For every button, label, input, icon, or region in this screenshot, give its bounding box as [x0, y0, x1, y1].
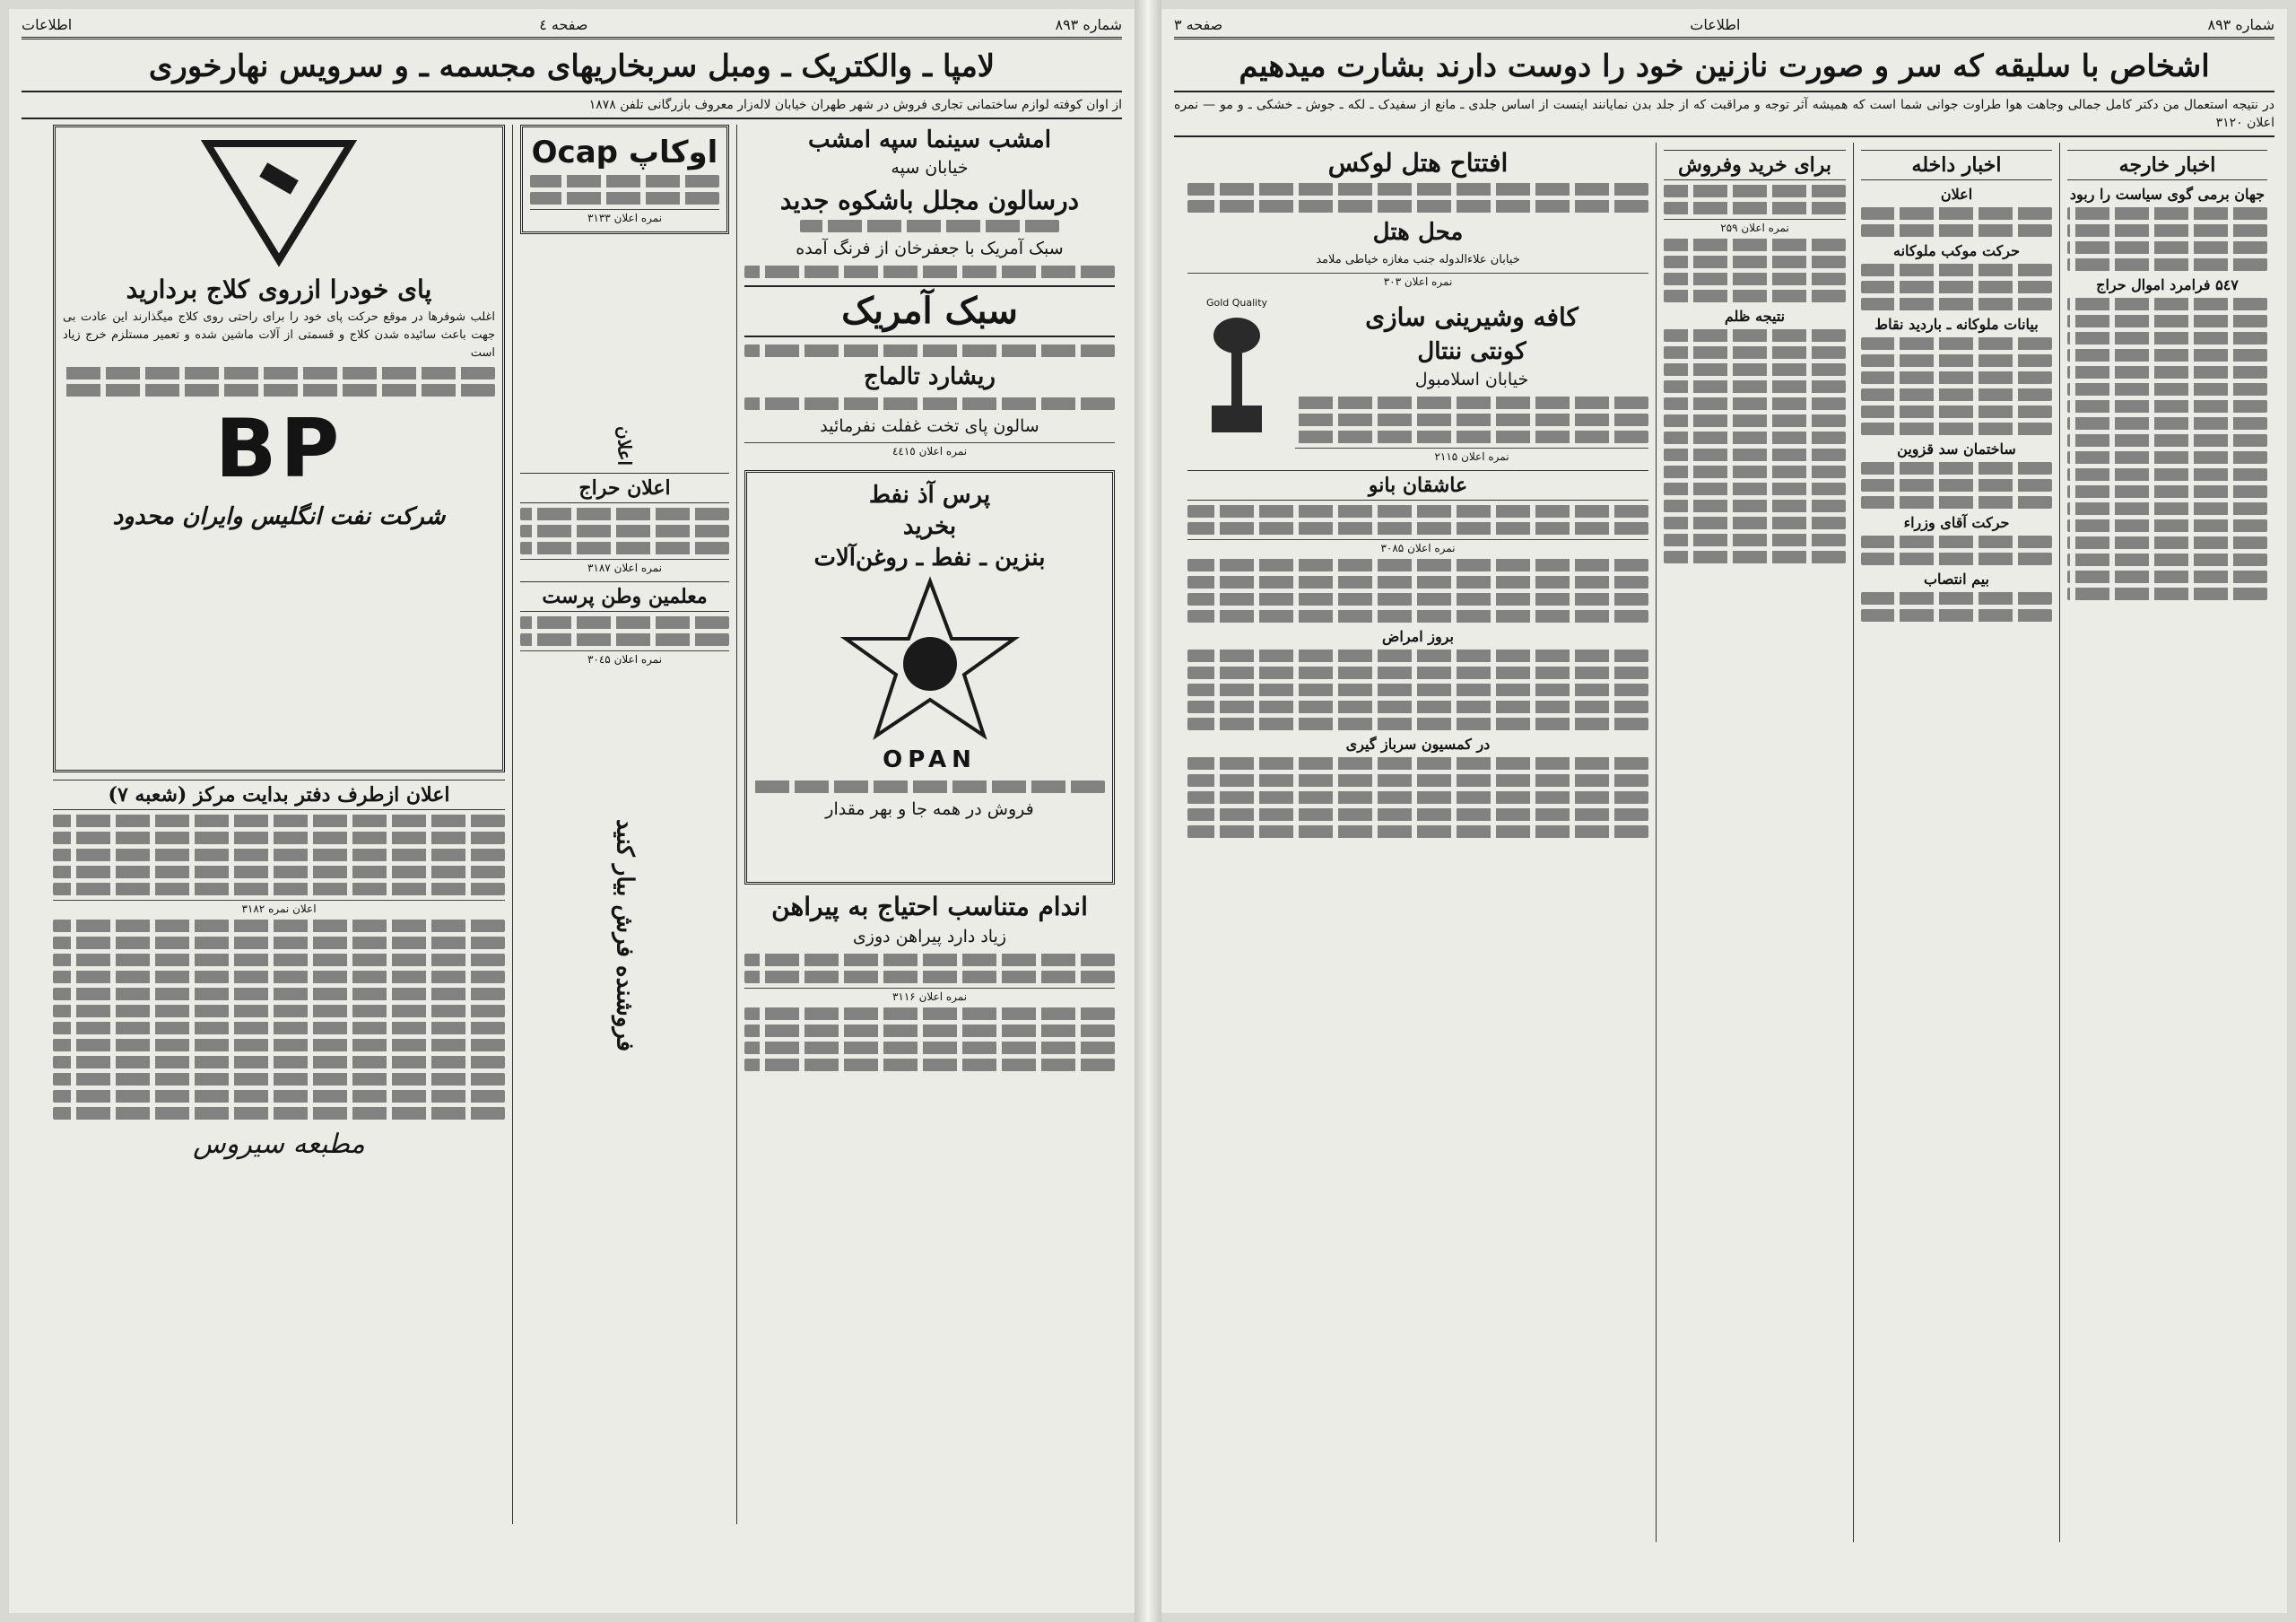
text-line	[2067, 519, 2267, 532]
paper-name: اطلاعات	[22, 16, 73, 33]
text-line	[1861, 298, 2052, 310]
text-line	[1861, 406, 2052, 418]
ad-number: اعلان نمره ۳۱۸۲	[53, 900, 505, 915]
text-line	[53, 815, 505, 827]
cinema-star: ریشارد تالماج	[864, 362, 996, 390]
text-line	[1187, 559, 1648, 571]
cinema-film-title: سبک آمریک	[744, 285, 1115, 337]
bp-body: اغلب شوفرها در موقع حرکت پای خود را برای راحتی روی کلاج میگذارند این عادت بی جهت باعث سائیده شدن کلاج و قسمتی از آلات ماشین شده و تعمیر مستلزم خرج زیاد است	[63, 310, 495, 360]
pirahan-title: اندام متناسب احتیاج به پیراهن	[771, 891, 1088, 921]
text-line	[1861, 592, 2052, 605]
text-line	[520, 525, 729, 537]
pirahan-subtitle: زیاد دارد پیراهن دوزی	[852, 927, 1007, 947]
text-line	[1861, 609, 2052, 622]
hotel-name: محل هتل	[1372, 218, 1464, 246]
vertical-title: اعلان	[613, 425, 636, 467]
cafe-ad	[1187, 297, 1648, 462]
text-line	[744, 397, 1115, 410]
naft-ad	[744, 470, 1115, 885]
text-line	[53, 1073, 505, 1086]
cinema-line4: سبک آمریک با جعفرخان از فرنگ آمده	[796, 239, 1064, 259]
text-line	[1664, 466, 1846, 478]
cafe-medal	[1187, 297, 1286, 443]
column-ads	[512, 125, 736, 1524]
ad-number: نمره اعلان ۳۱۲۰	[1174, 97, 2274, 131]
newspaper-page-4	[9, 9, 1135, 1613]
banner-headline: لامپا ـ والکتریک ـ ومبل سربخاریهای مجسمه ـ و سرویس نهارخوری	[148, 48, 996, 84]
page-number: صفحه ٤	[539, 16, 588, 33]
ad-number: نمره اعلان ۳۱۱۶	[744, 988, 1115, 1003]
text-line	[1187, 808, 1648, 821]
trophy-icon	[1192, 309, 1282, 443]
ocap-ad	[520, 125, 729, 234]
ad-number: نمره اعلان ۲۱۱۵	[1295, 448, 1648, 463]
column-kharid	[1656, 143, 1853, 1542]
page-banner	[22, 45, 1122, 92]
text-line	[53, 920, 505, 932]
farsh-title: فروشنده فرش بیار کنید	[611, 818, 639, 1052]
hotel-title: افتتاح هتل لوکس	[1327, 148, 1509, 179]
text-line	[1664, 329, 1846, 342]
text-line	[1861, 536, 2052, 548]
text-line	[1861, 479, 2052, 492]
text-line	[2067, 571, 2267, 583]
text-line	[53, 1056, 505, 1068]
text-line	[1664, 239, 1846, 251]
bp-logo: BP	[214, 402, 344, 497]
text-line	[744, 344, 1115, 357]
text-line	[1861, 462, 2052, 475]
text-line	[2067, 366, 2267, 379]
text-line	[520, 633, 729, 646]
international-title: اخبار خارجه	[2067, 150, 2267, 180]
page-gutter	[1135, 0, 1161, 1622]
text-line	[1187, 667, 1648, 679]
text-line	[2067, 536, 2267, 549]
text-line	[1187, 757, 1648, 770]
page-banner: اشخاص با سلیقه که سر و صورت نازنین خود را دوست دارند بشارت میدهیم	[1174, 45, 2274, 92]
text-line	[2067, 315, 2267, 327]
ad-number: نمره اعلان ۳۱۳۳	[530, 209, 719, 224]
text-line	[1664, 483, 1846, 495]
text-line	[2067, 383, 2267, 396]
cafe-text	[1295, 297, 1648, 462]
cinema-closing: سالون پای تخت غفلت نفرمائید	[820, 416, 1039, 437]
domestic-sub2: حرکت موکب ملوکانه	[1892, 242, 2020, 260]
text-line	[800, 220, 1059, 232]
text-line	[2067, 434, 2267, 447]
page-masthead	[22, 16, 1122, 39]
text-line	[1664, 414, 1846, 427]
text-line	[744, 1059, 1115, 1071]
text-line	[1861, 207, 2052, 220]
text-line	[2067, 468, 2267, 481]
kharid-title: برای خرید وفروش	[1664, 150, 1846, 180]
text-line	[1861, 337, 2052, 350]
text-line	[1861, 224, 2052, 237]
text-line	[2067, 349, 2267, 362]
cinema-line1: امشب سینما سپه امشب	[808, 126, 1051, 154]
text-line	[53, 1005, 505, 1017]
daftar-title: اعلان ازطرف دفتر بدایت مرکز (شعبه ۷)	[53, 780, 505, 810]
column-international	[2059, 143, 2274, 1542]
text-line	[530, 192, 719, 205]
cafe-title: کافه وشیرینی سازی	[1365, 302, 1578, 333]
text-line	[744, 954, 1115, 966]
farsh-vertical-ad	[520, 675, 729, 1051]
naft-line2: بخرید	[902, 512, 957, 540]
text-line	[2067, 554, 2267, 566]
text-line	[1664, 500, 1846, 512]
text-line	[744, 1007, 1115, 1020]
text-line	[1664, 346, 1846, 359]
cinema-line2: خیابان سپه	[891, 158, 969, 179]
page-columns	[22, 125, 1122, 1524]
newspaper-page-3	[1161, 9, 2287, 1613]
text-line	[2067, 332, 2267, 344]
text-line	[744, 1025, 1115, 1037]
column-bp	[46, 125, 512, 1524]
text-line	[53, 866, 505, 878]
bp-company: شرکت نفت انگلیس وایران محدود	[112, 503, 446, 531]
text-line	[53, 832, 505, 844]
ad-number: نمره اعلان ۳۱۸۷	[520, 559, 729, 574]
text-line	[1861, 553, 2052, 565]
text-line	[530, 175, 719, 187]
text-line	[1664, 397, 1846, 410]
mokhaberat-title: ساختمان سد قزوین	[1897, 440, 2016, 458]
text-line	[754, 780, 1105, 793]
text-line	[1664, 202, 1846, 214]
text-line	[1861, 281, 2052, 293]
komision-title: در کمسیون سرباز گیری	[1345, 735, 1491, 753]
opan-star-logo-icon	[831, 574, 1029, 745]
text-line	[1187, 701, 1648, 713]
text-line	[1664, 380, 1846, 393]
text-line	[1187, 684, 1648, 696]
international-item1: جهان برمی گوی سیاست را ربود	[2069, 186, 2266, 204]
text-line	[1187, 610, 1648, 623]
text-line	[1861, 423, 2052, 435]
text-line	[53, 1022, 505, 1034]
text-line	[1187, 505, 1648, 518]
text-line	[1861, 264, 2052, 276]
text-line	[53, 849, 505, 861]
text-line	[1664, 432, 1846, 444]
text-line	[63, 367, 495, 379]
international-item2: ۵٤٧ فرامرد اموال حراج	[2096, 276, 2239, 294]
text-line	[2067, 224, 2267, 237]
text-line	[63, 384, 495, 397]
bim-title: بیم انتصاب	[1923, 571, 1990, 589]
text-line	[1861, 371, 2052, 384]
text-line	[1861, 354, 2052, 367]
vazir-title: حرکت آقای وزراء	[1903, 514, 2010, 532]
ad-number: نمره اعلان ۳۰۳	[1187, 273, 1648, 288]
cafe-name: کونتی ننتال	[1417, 337, 1526, 365]
text-line	[2067, 588, 2267, 600]
text-line	[1187, 774, 1648, 787]
hotel-address: خیابان علاءالدوله جنب مغازه خیاطی ملامد	[1316, 253, 1520, 267]
opan-logo-text: OPAN	[883, 746, 977, 773]
text-line	[1861, 496, 2052, 509]
medal-caption: Gold Quality	[1205, 297, 1268, 310]
text-line	[1664, 256, 1846, 268]
page-number: صفحه ۳	[1174, 16, 1223, 33]
text-line	[1187, 576, 1648, 589]
issue-number: شماره ۸۹۳	[1055, 16, 1122, 33]
text-line	[53, 1107, 505, 1120]
naft-line3: بنزین ـ نفط ـ روغن‌آلات	[813, 544, 1046, 571]
naft-slogan: فروش در همه جا و بهر مقدار	[825, 799, 1034, 820]
text-line	[1664, 449, 1846, 461]
page-columns	[1174, 143, 2274, 1542]
text-line	[520, 508, 729, 520]
vertical-notices	[520, 241, 729, 466]
domestic-sub1: اعلان	[1940, 186, 1973, 204]
bruz-title: بروز امراض	[1382, 627, 1454, 645]
text-line	[520, 542, 729, 554]
text-line	[1664, 273, 1846, 285]
naft-line1: پرس آذ نفط	[868, 481, 991, 509]
issue-number: شماره ۸۹۳	[2207, 16, 2274, 33]
cinema-line3: درسالون مجلل باشکوه جدید	[779, 185, 1080, 215]
text-line	[1861, 388, 2052, 401]
ocap-logo: Ocap	[531, 135, 618, 171]
text-line	[53, 988, 505, 1000]
text-line	[1187, 650, 1648, 662]
text-line	[53, 1039, 505, 1051]
ashiqan-title: عاشقان بانو	[1187, 470, 1648, 501]
text-line	[1295, 397, 1648, 409]
text-line	[1187, 200, 1648, 213]
text-line	[1664, 363, 1846, 376]
ad-number: نمره اعلان ۲۵۹	[1664, 219, 1846, 234]
printer-signature: مطبعه سیروس	[193, 1129, 365, 1161]
column-domestic	[1853, 143, 2059, 1542]
ad-number: نمره اعلان ۳۰٤۵	[520, 650, 729, 666]
text-line	[2067, 502, 2267, 515]
triangle-logo-icon	[198, 135, 360, 269]
ad-number: نمره اعلان ٤٤١٥	[744, 442, 1115, 458]
text-line	[1664, 290, 1846, 302]
ocap-brand	[530, 135, 719, 170]
text-line	[1664, 551, 1846, 563]
paper-name: اطلاعات	[1690, 16, 1741, 33]
text-line	[2067, 207, 2267, 220]
cafe-location: خیابان اسلامبول	[1414, 369, 1529, 389]
text-line	[2067, 451, 2267, 464]
ad-number: نمره اعلان ۳۰۸۵	[1187, 539, 1648, 554]
text-line	[2067, 417, 2267, 430]
text-line	[1187, 718, 1648, 730]
text-line	[2067, 241, 2267, 254]
text-line	[520, 616, 729, 629]
text-line	[53, 883, 505, 895]
domestic-title: اخبار داخله	[1861, 150, 2052, 180]
page-masthead	[1174, 16, 2274, 39]
text-line	[53, 971, 505, 983]
text-line	[744, 971, 1115, 983]
text-line	[744, 1042, 1115, 1054]
text-line	[53, 954, 505, 966]
text-line	[2067, 258, 2267, 271]
text-line	[53, 1090, 505, 1103]
kofr-title: نتیجه ظلم	[1724, 308, 1786, 326]
text-line	[2067, 400, 2267, 413]
text-line	[2067, 485, 2267, 498]
text-line	[1187, 791, 1648, 804]
text-line	[1295, 431, 1648, 443]
bp-ad	[53, 125, 505, 772]
domestic-sub3: بیانات ملوکانه ـ باردید نقاط	[1874, 316, 2039, 334]
text-line	[2067, 298, 2267, 310]
text-line	[744, 266, 1115, 278]
column-cinema	[736, 125, 1122, 1524]
moallem-title: معلمین وطن پرست	[520, 581, 729, 612]
banner-side-note: از اوان کوفته لوازم ساختمانی تجاری فروش در شهر طهران خیابان لاله‌زار معروف بازرگانی تلفن ۱۸۷۸	[22, 92, 1122, 119]
banner-sub: در نتیجه استعمال من دکتر کامل جمالی وجاهت هوا طراوت جوانی شما است که همیشه آثر توجه و مراقبت که از جلد بدن نمایانند اینست از اساس جلدی ـ مانع از سفیدک ـ لکه ـ جوش ـ خشکی ـ و مو	[1220, 97, 2274, 112]
text-line	[1664, 517, 1846, 529]
text-line	[1187, 825, 1648, 838]
text-line	[1295, 414, 1648, 426]
text-line	[1187, 522, 1648, 535]
text-line	[1664, 534, 1846, 546]
bp-headline: پای خودرا ازروی کلاج بردارید	[126, 275, 432, 305]
text-line	[1187, 183, 1648, 196]
text-line	[1664, 185, 1846, 197]
banner-subtext: در نتیجه استعمال من دکتر کامل جمالی وجاهت هوا طراوت جوانی شما است که همیشه آثر توجه و مراقبت که از جلد بدن نمایانند اینست از اساس جلدی ـ مانع از سفیدک ـ لکه ـ جوش ـ خشکی ـ و مو — نمره اعلان ۳۱۲۰	[1174, 92, 2274, 138]
text-line	[53, 937, 505, 949]
haraj-title: اعلان حراج	[520, 473, 729, 503]
column-hotel	[1180, 143, 1656, 1542]
text-line	[1187, 593, 1648, 606]
ocap-title: اوکاپ	[628, 135, 718, 171]
